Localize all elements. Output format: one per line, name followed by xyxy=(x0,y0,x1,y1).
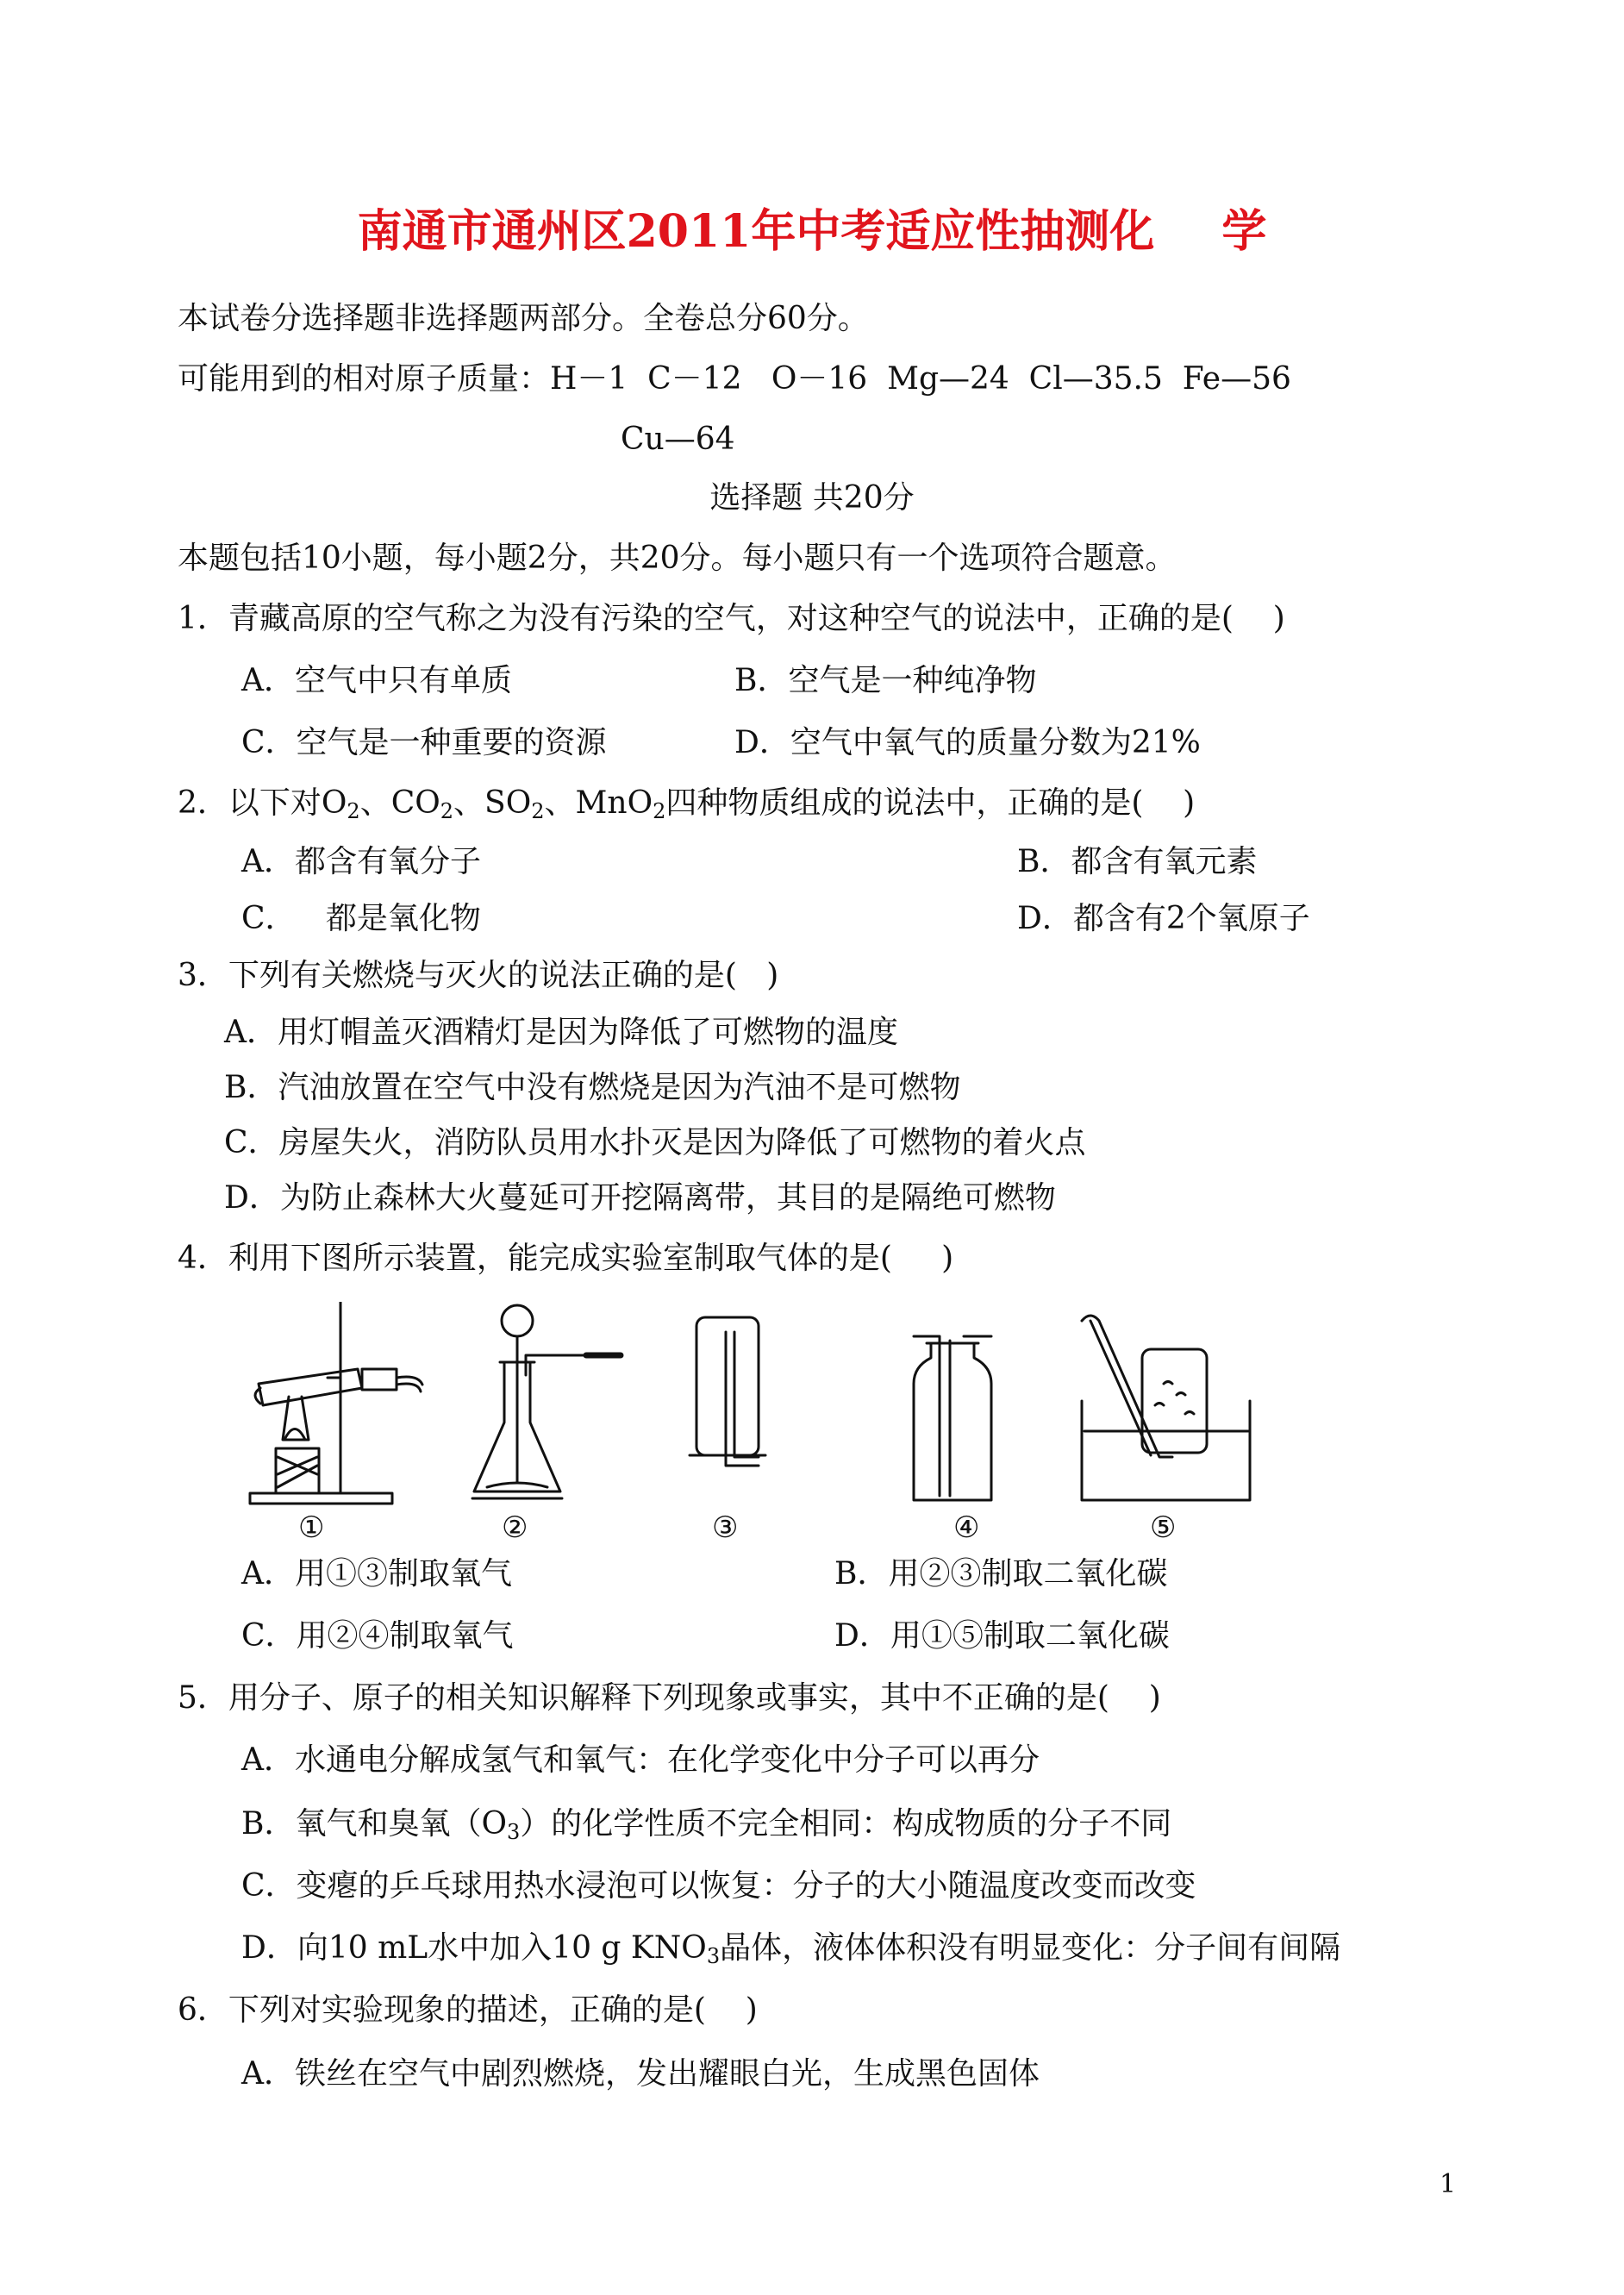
question-1-stem: 1．青藏高原的空气称之为没有污染的空气，对这种空气的说法中，正确的是( ) xyxy=(178,601,1285,636)
q5-option-a: A．水通电分解成氢气和氧气：在化学变化中分子可以再分 xyxy=(241,1742,1040,1778)
q5-option-d: D．向10 mL水中加入10 g $KNO_3$晶体，液体体积没有明显变化：分子间有间隔 xyxy=(241,1930,1341,1968)
q2-option-d: D．都含有2个氧原子 xyxy=(1017,901,1310,936)
question-6-stem: 6．下列对实验现象的描述，正确的是( ) xyxy=(178,1992,758,2028)
section-heading: 选择题 共20分 xyxy=(709,480,915,516)
apparatus-3-gas-jar xyxy=(690,1317,765,1466)
atomic-masses: 可能用到的相对原子质量：H－1 C－12 O－16 Mg—24 Cl—35.5 Fe—56 xyxy=(178,361,1291,397)
q6-option-a: A．铁丝在空气中剧烈燃烧，发出耀眼白光，生成黑色固体 xyxy=(241,2056,1040,2092)
q2-option-c: C． 都是氧化物 xyxy=(241,901,481,936)
apparatus-1-heating xyxy=(250,1302,422,1504)
q2-option-b: B．都含有氧元素 xyxy=(1017,844,1258,879)
apparatus-label-1: ① xyxy=(298,1510,325,1545)
q4-option-c: C．用②④制取氧气 xyxy=(241,1618,514,1654)
question-5-stem: 5．用分子、原子的相关知识解释下列现象或事实，其中不正确的是( ) xyxy=(178,1680,1161,1716)
apparatus-label-3: ③ xyxy=(712,1510,739,1545)
apparatus-label-4: ④ xyxy=(953,1510,980,1545)
q1-option-c: C．空气是一种重要的资源 xyxy=(241,725,607,760)
q5-option-b: B．氧气和臭氧$(O_3)$的化学性质不完全相同：构成物质的分子不同 xyxy=(241,1806,1172,1844)
q5-option-c: C．变瘪的乒乓球用热水浸泡可以恢复：分子的大小随温度改变而改变 xyxy=(241,1868,1196,1904)
apparatus-drawings xyxy=(241,1302,1293,1513)
apparatus-label-2: ② xyxy=(502,1510,528,1545)
q4-option-b: B．用②③制取二氧化碳 xyxy=(834,1556,1168,1591)
lab-apparatus-figure xyxy=(241,1302,1293,1548)
apparatus-2-flask xyxy=(472,1305,621,1498)
page-title xyxy=(0,205,1624,259)
atomic-masses-cont: Cu—64 xyxy=(621,422,735,457)
title-tail: 学 xyxy=(1221,205,1267,258)
q1-option-b: B．空气是一种纯净物 xyxy=(734,663,1037,698)
q4-option-a: A．用①③制取氧气 xyxy=(241,1556,512,1591)
question-2-stem: 2．以下对$O_2$、$CO_2$、$SO_2$、MnO$_2$四种物质组成的说法中，正确的是( ) xyxy=(178,785,1196,823)
question-4-stem: 4．利用下图所示装置，能完成实验室制取气体的是( ) xyxy=(178,1241,954,1276)
apparatus-4-bottle xyxy=(914,1336,991,1500)
page-number: 1 xyxy=(1440,2169,1457,2199)
question-3-stem: 3．下列有关燃烧与灭火的说法正确的是( ) xyxy=(178,958,779,993)
q1-option-a: A．空气中只有单质 xyxy=(241,663,512,698)
q3-option-b: B．汽油放置在空气中没有燃烧是因为汽油不是可燃物 xyxy=(224,1070,961,1105)
q1-option-d: D．空气中氧气的质量分数为21% xyxy=(734,725,1201,760)
q3-option-a: A．用灯帽盖灭酒精灯是因为降低了可燃物的温度 xyxy=(224,1015,898,1050)
q2-option-a: A．都含有氧分子 xyxy=(241,844,481,879)
exam-intro: 本试卷分选择题非选择题两部分。全卷总分60分。 xyxy=(178,301,869,336)
q4-option-d: D．用①⑤制取二氧化碳 xyxy=(834,1618,1170,1654)
apparatus-5-trough xyxy=(1082,1316,1250,1500)
q3-option-d: D．为防止森林大火蔓延可开挖隔离带，其目的是隔绝可燃物 xyxy=(224,1180,1056,1216)
apparatus-label-5: ⑤ xyxy=(1150,1510,1177,1545)
q3-option-c: C．房屋失火，消防队员用水扑灭是因为降低了可燃物的着火点 xyxy=(224,1125,1086,1160)
title-main: 南通市通州区2011年中考适应性抽测化 xyxy=(357,205,1155,258)
section-instructions: 本题包括10小题，每小题2分，共20分。每小题只有一个选项符合题意。 xyxy=(178,541,1177,576)
